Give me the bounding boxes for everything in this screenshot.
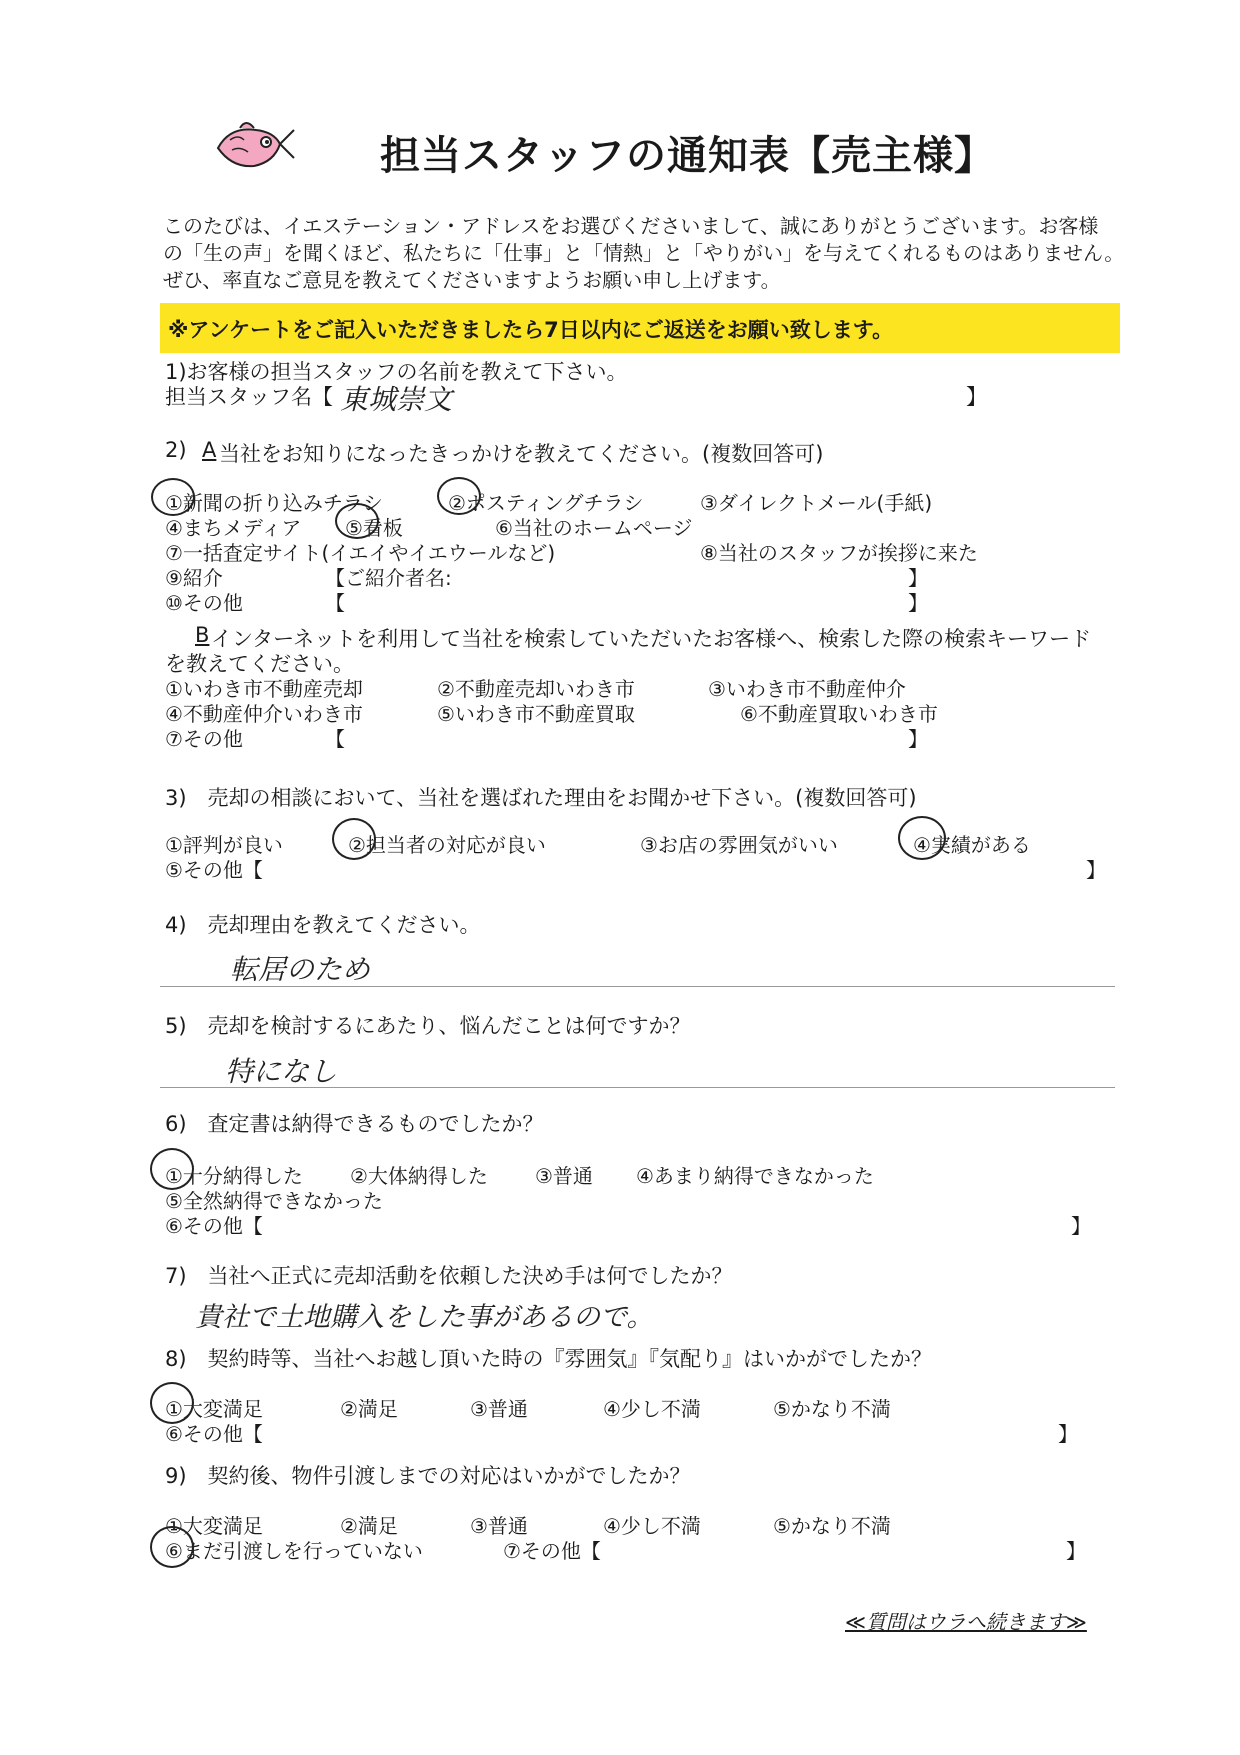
q6-option-6[interactable]: ⑥その他【 [165,1214,263,1238]
q2-option-9[interactable]: ⑨紹介 [165,566,223,590]
q9-option-6[interactable]: ⑥まだ引渡しを行っていない [165,1539,423,1563]
q2-option-5[interactable]: ⑤看板 [345,516,403,540]
q9-option-5[interactable]: ⑤かなり不満 [773,1514,891,1538]
q2-option-6[interactable]: ⑥当社のホームページ [495,516,693,540]
q3-option-1[interactable]: ①評判が良い [165,833,283,857]
intro-line-1: このたびは、イエステーション・アドレスをお選びくださいまして、誠にありがとうございます。お客様 [163,214,1099,238]
q8-question: 8) 契約時等、当社へお越し頂いた時の『雰囲気』『気配り』はいかがでしたか？ [165,1347,933,1371]
q1-bracket-close: 】 [966,385,987,409]
intro-line-3: ぜひ、率直なご意見を教えてくださいますようお願い申し上げます。 [163,268,781,292]
q2-b-option-3[interactable]: ③いわき市不動産仲介 [708,677,906,701]
q6-option-1-selected-mark [150,1148,194,1190]
q8-option-5[interactable]: ⑤かなり不満 [773,1397,891,1421]
q9-question: 9) 契約後、物件引渡しまでの対応はいかがでしたか？ [165,1464,691,1488]
fish-logo-icon [210,118,296,176]
q2-b-option-7[interactable]: ⑦その他 [165,727,243,751]
q6-option-5[interactable]: ⑤全然納得できなかった [165,1189,383,1213]
q2-option-2-selected-mark [437,477,481,515]
q8-option-4[interactable]: ④少し不満 [603,1397,701,1421]
page-title: 担当スタッフの通知表【売主様】 [380,133,995,179]
q8-option-2[interactable]: ②満足 [340,1397,398,1421]
q2-section-b: B [195,623,210,647]
q8-option-6-close: 】 [1058,1422,1078,1446]
q5-question: 5) 売却を検討するにあたり、悩んだことは何ですか？ [165,1014,691,1038]
q2-b-option-4[interactable]: ④不動産仲介いわき市 [165,702,363,726]
q9-option-7-close: 】 [1066,1539,1086,1563]
q2-option-3[interactable]: ③ダイレクトメール(手紙) [700,491,933,515]
q8-option-6[interactable]: ⑥その他【 [165,1422,263,1446]
q9-option-6-selected-mark [150,1526,194,1568]
q2-b-option-6[interactable]: ⑥不動産買取いわき市 [740,702,938,726]
q1-question: 1)お客様の担当スタッフの名前を教えて下さい。 [165,360,628,384]
q2-b-option-1[interactable]: ①いわき市不動産売却 [165,677,363,701]
q9-option-7[interactable]: ⑦その他【 [503,1539,601,1563]
q3-option-3[interactable]: ③お店の雰囲気がいい [640,833,838,857]
intro-line-2: の「生の声」を聞くほど、私たちに「仕事」と「情熱」と「やりがい」を与えてくれるものはありません。 [163,241,1125,265]
q4-answer-line [160,986,1115,987]
q3-option-2-selected-mark [332,818,376,860]
q2-option-5-selected-mark [335,503,379,539]
q2-option-7[interactable]: ⑦一括査定サイト(イエイやイエウールなど) [165,541,556,565]
q1-staff-name-answer[interactable]: 東城崇文 [340,383,453,416]
q1-staff-label: 担当スタッフ名【 [165,385,333,409]
q7-answer[interactable]: 貴社で土地購入をした事があるので。 [195,1302,654,1333]
q2-question: 当社をお知りになったきっかけを教えてください。(複数回答可) [219,442,824,466]
q2-option-10-field: 【 [325,591,345,615]
q2-section-a: A [202,438,217,462]
q2-number: 2) [165,438,187,462]
q6-question: 6) 査定書は納得できるものでしたか？ [165,1112,544,1136]
q9-option-3[interactable]: ③普通 [470,1514,528,1538]
q2-b-option-5[interactable]: ⑤いわき市不動産買取 [437,702,635,726]
q2-option-8[interactable]: ⑧当社のスタッフが挨拶に来た [700,541,978,565]
q2-b-question-line-2: を教えてください。 [165,652,354,676]
q3-option-5-close: 】 [1086,858,1106,882]
q2-b-question-line-1: インターネットを利用して当社を検索していただいたお客様へ、検索した際の検索キーワード [211,627,1092,651]
q9-option-1[interactable]: ①大変満足 [165,1514,263,1538]
q3-question: 3) 売却の相談において、当社を選ばれた理由をお聞かせ下さい。(複数回答可) [165,786,917,810]
q2-option-9-close: 】 [908,566,928,590]
q7-question: 7) 当社へ正式に売却活動を依頼した決め手は何でしたか？ [165,1264,733,1288]
q2-option-10-close: 】 [908,591,928,615]
q3-option-5[interactable]: ⑤その他【 [165,858,263,882]
q2-option-1-selected-mark [151,478,195,516]
q2-option-9-field: 【ご紹介者名: [325,566,452,590]
return-notice-text: ※アンケートをご記入いただきましたら7日以内にご返送をお願い致します。 [168,318,894,342]
q4-answer[interactable]: 転居のため [230,953,371,986]
q8-option-3[interactable]: ③普通 [470,1397,528,1421]
q2-b-option-7-field: 【 [325,727,345,751]
q5-answer[interactable]: 特になし [225,1055,338,1088]
q2-option-4[interactable]: ④まちメディア [165,516,302,540]
q6-option-6-close: 】 [1071,1214,1091,1238]
q9-option-2[interactable]: ②満足 [340,1514,398,1538]
q8-option-1-selected-mark [150,1382,194,1424]
q6-option-1[interactable]: ①十分納得した [165,1164,303,1188]
q3-option-4[interactable]: ④実績がある [913,833,1031,857]
q6-option-4[interactable]: ④あまり納得できなかった [636,1164,874,1188]
q2-b-option-2[interactable]: ②不動産売却いわき市 [437,677,635,701]
q2-option-2[interactable]: ②ポスティングチラシ [448,491,644,515]
q3-option-4-selected-mark [898,816,946,860]
q2-option-10[interactable]: ⑩その他 [165,591,243,615]
q9-option-4[interactable]: ④少し不満 [603,1514,701,1538]
q3-option-2[interactable]: ②担当者の対応が良い [348,833,546,857]
q4-question: 4) 売却理由を教えてください。 [165,913,481,937]
return-notice-banner [160,303,1120,353]
q2-b-option-7-close: 】 [908,727,928,751]
q6-option-3[interactable]: ③普通 [535,1164,593,1188]
q6-option-2[interactable]: ②大体納得した [350,1164,488,1188]
continue-on-back-note: ≪質問はウラへ続きます≫ [845,1610,1087,1634]
q2-option-1[interactable]: ①新聞の折り込みチラシ [165,491,383,515]
q8-option-1[interactable]: ①大変満足 [165,1397,263,1421]
q5-answer-line [160,1087,1115,1088]
